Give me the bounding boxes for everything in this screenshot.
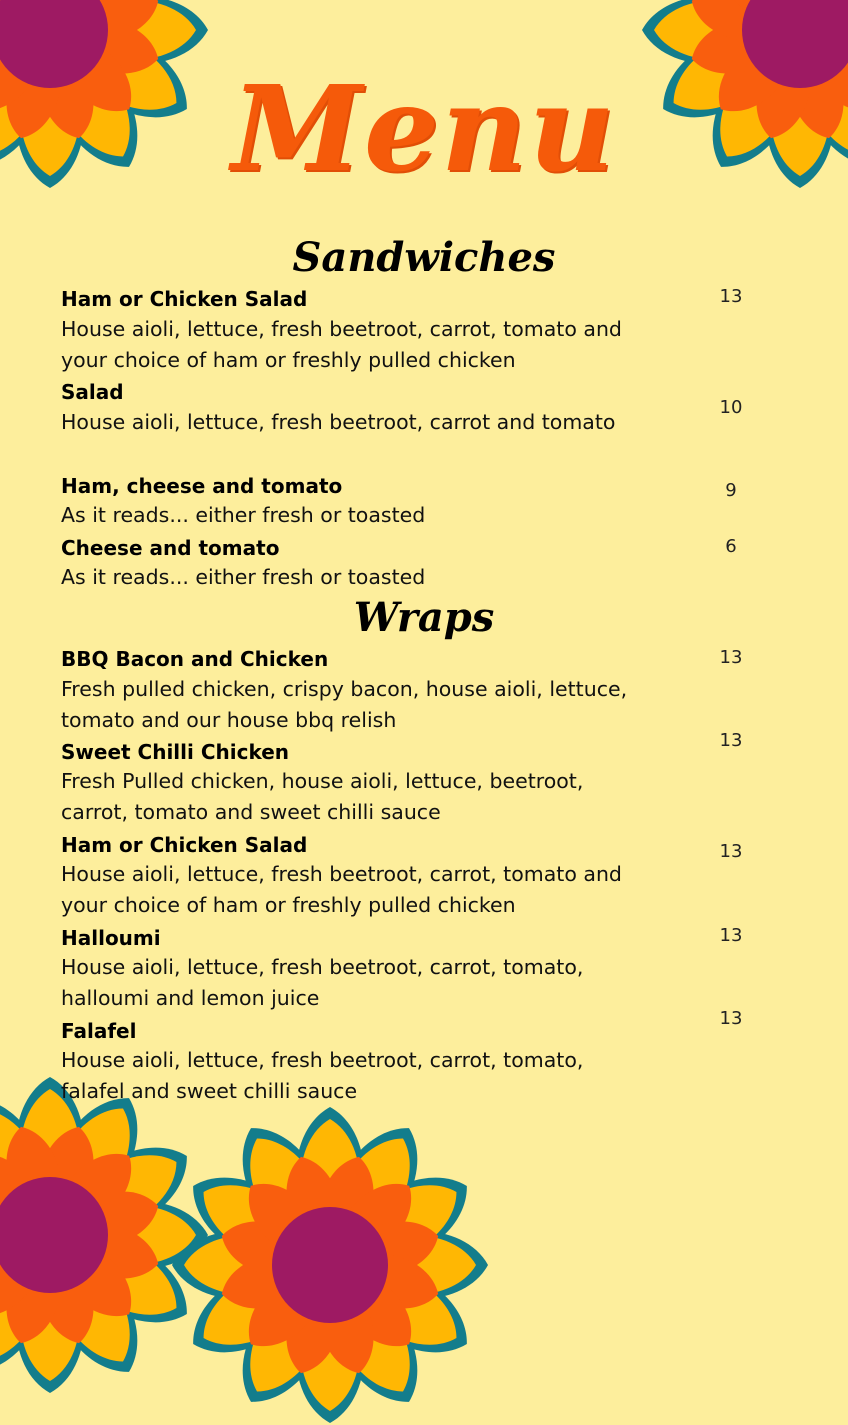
menu-item-price: 13 [719,286,743,307]
menu-item-name: Falafel [61,1019,137,1043]
section-title-sandwiches: Sandwiches [292,234,556,281]
menu-item-description: House aioli, lettuce, fresh beetroot, carrot, tomato and your choice of ham or freshly pulled chicken [61,317,622,372]
menu-item-name: BBQ Bacon and Chicken [61,647,329,671]
menu-item-price: 13 [719,841,743,862]
menu-item-price: 10 [719,397,743,418]
menu-item-name: Ham or Chicken Salad [61,287,308,311]
menu-item-name: Halloumi [61,926,161,950]
menu-item-price: 13 [719,730,743,751]
menu-item-price: 13 [719,647,743,668]
menu-item-name: Sweet Chilli Chicken [61,740,290,764]
menu-item-description: Fresh pulled chicken, crispy bacon, house aioli, lettuce, tomato and our house bbq relish [61,677,628,732]
menu-item-description: House aioli, lettuce, fresh beetroot, carrot, tomato and your choice of ham or freshly pulled chicken [61,862,622,917]
section-title-wraps: Wraps [353,594,495,641]
menu-item-name: Ham or Chicken Salad [61,833,308,857]
menu-item-description: As it reads... either fresh or toasted [61,503,426,527]
flower-decoration-bottom-center [170,1105,490,1425]
menu-item-description: House aioli, lettuce, fresh beetroot, carrot, tomato, halloumi and lemon juice [61,955,584,1010]
menu-item-description: House aioli, lettuce, fresh beetroot, carrot and tomato [61,410,616,434]
menu-item-description: House aioli, lettuce, fresh beetroot, carrot, tomato, falafel and sweet chilli sauce [61,1048,584,1103]
menu-item-name: Ham, cheese and tomato [61,474,343,498]
menu-item-name: Cheese and tomato [61,536,280,560]
menu-item-price: 6 [725,536,737,557]
menu-item-name: Salad [61,380,124,404]
menu-title: Menu [231,59,617,198]
menu-item-price: 9 [725,480,737,501]
menu-item-description: As it reads... either fresh or toasted [61,565,426,589]
menu-item-description: Fresh Pulled chicken, house aioli, lettuce, beetroot, carrot, tomato and sweet chilli sauce [61,769,584,824]
flower-center [272,1207,388,1323]
menu-item-price: 13 [719,925,743,946]
menu-item-price: 13 [719,1008,743,1029]
